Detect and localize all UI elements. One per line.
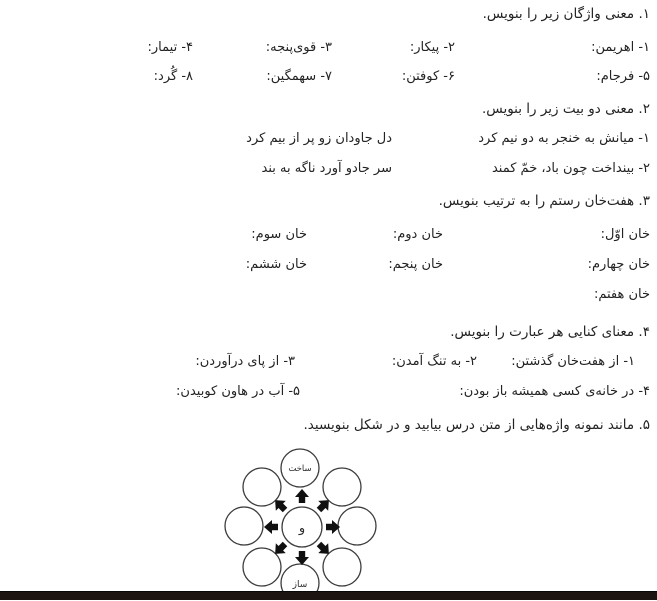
q1-item-5: ۵- فرجام: — [596, 69, 650, 84]
q1-item-3: ۳- قوی‌پنجه: — [265, 40, 332, 55]
q1-item-4: ۴- تیمار: — [147, 40, 193, 55]
arrow-icon — [295, 489, 309, 503]
q1-title: ۱. معنی واژگان زیر را بنویس. — [482, 6, 650, 22]
diagram-label-top: ساخت — [288, 464, 312, 474]
verse-2-second-hemistich: سر جادو آورد ناگه به بند — [261, 161, 392, 176]
khan-7: خان هفتم: — [593, 287, 650, 302]
q1-item-2: ۲- پیکار: — [409, 40, 455, 55]
q2-title: ۲. معنی دو بیت زیر را بنویس. — [481, 101, 650, 117]
khan-5: خان پنجم: — [388, 257, 443, 272]
q1-item-8: ۸- گُرد: — [153, 69, 193, 84]
khan-4: خان چهارم: — [587, 257, 650, 272]
khan-6: خان ششم: — [245, 257, 307, 272]
scan-edge-bar — [0, 591, 657, 600]
q1-item-6: ۶- کوفتن: — [401, 69, 455, 84]
q4-item-2: ۲- به تنگ آمدن: — [391, 354, 477, 369]
q4-item-4: ۴- در خانه‌ی کسی همیشه باز بودن: — [459, 384, 650, 399]
diagram-label-bottom: ساز — [292, 580, 308, 590]
diagram-circle-left — [338, 507, 376, 545]
verse-1-second-hemistich: دل جاودان زو پر از بیم کرد — [246, 131, 392, 146]
diagram-label-center: و — [298, 521, 306, 536]
q1-item-7: ۷- سهمگین: — [266, 69, 332, 84]
diagram-circle-right — [225, 507, 263, 545]
q4-item-5: ۵- آب در هاون کوبیدن: — [176, 384, 300, 399]
khan-1: خان اوّل: — [600, 227, 650, 242]
q4-item-3: ۳- از پای درآوردن: — [195, 354, 295, 369]
q4-item-1: ۱- از هفت‌خان گذشتن: — [511, 354, 635, 369]
word-building-diagram — [222, 442, 382, 600]
q1-item-1: ۱- اهریمن: — [591, 40, 650, 55]
khan-3: خان سوم: — [251, 227, 307, 242]
arrow-icon — [264, 520, 278, 534]
arrow-icon — [295, 551, 309, 565]
verse-1-first-hemistich: ۱- میانش به خنجر به دو نیم کرد — [478, 131, 650, 146]
khan-2: خان دوم: — [392, 227, 443, 242]
q4-title: ۴. معنای کنایی هر عبارت را بنویس. — [450, 324, 650, 340]
verse-2-first-hemistich: ۲- بینداخت چون باد، خمّ کمند — [491, 161, 650, 176]
q5-title: ۵. مانند نمونه واژه‌هایی از متن درس بیابید و در شکل بنویسید. — [303, 417, 650, 433]
q3-title: ۳. هفت‌خان رستم را به ترتیب بنویس. — [438, 193, 650, 209]
